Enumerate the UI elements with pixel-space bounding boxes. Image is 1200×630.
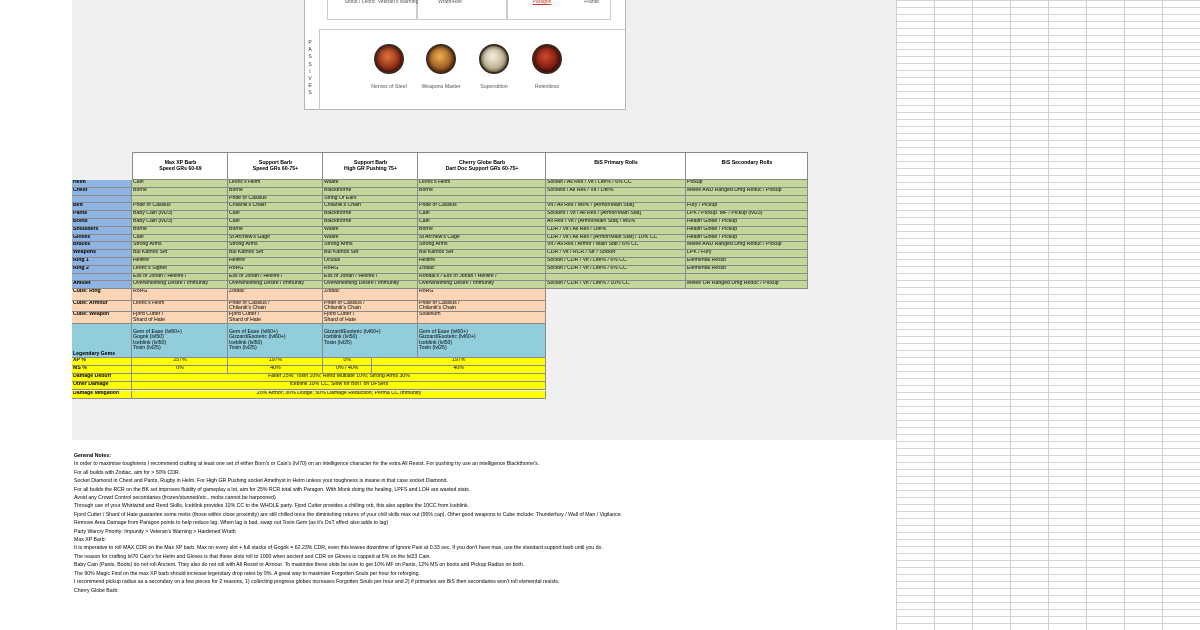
- table-cell: RoRG: [418, 289, 546, 301]
- table-cell: Overwhelming Desire / Immunity: [132, 281, 228, 289]
- table-cell: CDR / Vit / All Res / Life%: [546, 227, 686, 235]
- table-cell: Elemental Resist: [686, 258, 808, 266]
- table-cell: Blackthorne: [323, 219, 418, 227]
- note-line: Avoid any Crowd Control secondaries (frozen/stunned/etc.. mobs cannot be harpooned): [74, 495, 276, 502]
- note-line: For all builds the RCR on the BK set improves fluidity of gameplay a lot, aim for 25% RCR total with Paragon. With Monk doing the healing, LPFS and LOH are wasted stats.: [74, 486, 471, 493]
- table-cell: Fjord Cutter / Shard of Hate: [228, 312, 323, 324]
- row-label: [72, 196, 132, 204]
- relentless-icon: [532, 44, 562, 74]
- merged-cell: Falter 25%; Toxin 10%; Rend Mutilate 10%; Strong Arms 30%: [132, 374, 546, 382]
- table-cell: Zodiac: [418, 266, 546, 274]
- column-header: BiS Secondary Rolls: [686, 152, 808, 180]
- section-heading: Cherry Globe Barb:: [74, 587, 119, 594]
- superstition-icon: [479, 44, 509, 74]
- row-label: Damage Mitigation: [72, 391, 132, 399]
- table-cell: RoRG: [228, 266, 323, 274]
- table-cell: Gizzard/Esoteric (lvl60+) Iceblink (lvl50) Toxin (lvl25): [323, 324, 418, 358]
- table-cell: Melee OR Ranged Dmg Reduc / Pickup: [686, 281, 808, 289]
- table-cell: Borne: [228, 227, 323, 235]
- table-cell: CDR / Vit / All Res / [Armor/Main Stat] / 10% CC: [546, 235, 686, 243]
- table-cell: Waste: [323, 235, 418, 243]
- table-cell: Leoric's Helm: [132, 301, 228, 313]
- row-label: Legendary Gems: [72, 324, 132, 358]
- skills-panel: [304, 0, 626, 110]
- table-cell: Bul Kathos Set: [418, 250, 546, 258]
- table-cell: LPK / Pickup. MF / Pickup (lvl23): [686, 211, 808, 219]
- table-cell: Cain: [132, 180, 228, 188]
- table-cell: Vit / All Res / Armor / Main Stat / 6% CC: [546, 242, 686, 250]
- table-cell: Socket / CDR / Vit / Life% / 6% CC: [546, 258, 686, 266]
- table-cell: Bul Kathos Set: [228, 250, 323, 258]
- table-cell: Oculus: [323, 258, 418, 266]
- table-cell: Strong Arms: [228, 242, 323, 250]
- row-label: Cube: Armour: [72, 301, 132, 313]
- table-cell: Borne: [418, 227, 546, 235]
- row-label: MS %: [72, 366, 132, 374]
- table-cell: Bul Kathos Set: [323, 250, 418, 258]
- column-header: Cherry Globe Barb Dart Doc Support GRs 60-75+: [418, 152, 546, 180]
- table-cell: [418, 196, 546, 204]
- table-cell: 197%: [228, 358, 323, 366]
- merged-cell: 20% Armor; 30% Dodge; 50% Damage Reduction; Perma CC Immunity: [132, 391, 546, 399]
- section-heading: General Notes:: [74, 453, 111, 459]
- table-cell: All Res / Vit / [Armor/Main Stat] / MS%: [546, 219, 686, 227]
- row-label: Ring 2: [72, 266, 132, 274]
- table-cell: 0% / 40%: [323, 366, 372, 374]
- note-line: The reason for crafting lvl70 Cain's for Helm and Gloves is that these slots roll to 1000 when ancient and CDR on Gloves is capped at 5% on the lvl23 Cain.: [74, 553, 431, 560]
- row-label: Ring 1: [72, 258, 132, 266]
- table-cell: Bul Kathos Set: [132, 250, 228, 258]
- table-cell: Cain: [418, 219, 546, 227]
- table-cell: Gem of Ease (lvl60+) Gizzard/Esoteric (lvl60+) Iceblink (lvl50) Toxin (lvl25): [228, 324, 323, 358]
- table-cell: Vit / All Res / Ms% / [Armor/Main Stat]: [546, 203, 686, 211]
- table-cell: Socket / All Res / Vit / Life% / 6% CC: [546, 180, 686, 188]
- note-line: The 90% Magic Find on the max XP barb should increase legendary drop rates by 9%. A great way to maximise Forgotten Souls per hour for reforging.: [74, 570, 420, 577]
- table-cell: Waste: [323, 180, 418, 188]
- table-cell: Hellfire: [228, 258, 323, 266]
- table-cell: Ess of Johan / Hellfire /: [323, 274, 418, 282]
- notes-section: [74, 452, 894, 595]
- note-line: I recommend pickup radius as a secondary on a few pieces for 2 reasons, 1) collecting progress globes increases Forgotten Souls per hour and 2) if primaries are BiS then secondaries won't roll elemental resists.: [74, 579, 560, 586]
- table-cell: Melee AND Ranged Dmg Reduc / Pickup: [686, 188, 808, 196]
- table-cell: Borne: [228, 188, 323, 196]
- table-cell: Fjord Cutter / Shard of Hate: [323, 312, 418, 324]
- row-label: Damage Debuff: [72, 374, 132, 382]
- table-cell: String Of Ears: [323, 196, 418, 204]
- table-cell: Gem of Ease (lvl60+) Gogok (lvl50) Iceblink (lvl50) Toxin (lvl25): [132, 324, 228, 358]
- table-cell: Ess of Johan / Hellfire /: [132, 274, 228, 282]
- empty-grid-area: [896, 0, 1200, 630]
- note-line: Party Warcry Priority: Impunity > Veteran's Warning > Hardened Wrath: [74, 528, 236, 535]
- table-cell: RoRG: [132, 289, 228, 301]
- note-line: For all builds with Zodiac, aim for > 50% CDR.: [74, 469, 181, 476]
- row-label: Chest: [72, 188, 132, 196]
- table-cell: Blackthorne: [323, 211, 418, 219]
- table-cell: Pride of Cassius / Chilanik's Chain: [228, 301, 323, 313]
- skill-label: Veteran's Warning: [377, 0, 419, 5]
- row-label: Weapons: [72, 250, 132, 258]
- row-label: Other Damage: [72, 382, 132, 390]
- table-cell: 257%: [132, 358, 228, 366]
- table-cell: Hellfire: [418, 258, 546, 266]
- table-cell: LPK / Fury: [686, 250, 808, 258]
- table-cell: Strong Arms: [323, 242, 418, 250]
- table-cell: St Archew's Cage: [418, 235, 546, 243]
- row-label: Amulet: [72, 281, 132, 289]
- table-cell: Gem of Ease (lvl60+) Gizzard/Esoteric (lvl60+) Iceblink (lvl50) Toxin (lvl25): [418, 324, 546, 358]
- skill-label: Paragon: [532, 0, 552, 5]
- table-cell: [686, 274, 808, 282]
- row-label: Gloves: [72, 235, 132, 243]
- table-cell: Pride of Cassius / Chilanik's Chain: [323, 301, 418, 313]
- note-line: In order to maximise toughness I recommend crafting at least one set of either Born's or Cain's (lvl70) on an intelligence character for the extra All Resist. For pushing try use an intelligence Blackthorne's.: [74, 461, 540, 468]
- row-label: Boots: [72, 219, 132, 227]
- skill-label: Wrath/Rbe: [438, 0, 462, 5]
- skill-label: Shout / Leoric: [344, 0, 376, 5]
- table-cell: Solanium: [418, 312, 546, 324]
- table-cell: CDR / Vit / RCR / Str / Socket: [546, 250, 686, 258]
- row-label: XP %: [72, 358, 132, 366]
- row-label: Cube: Ring: [72, 289, 132, 301]
- table-cell: Waste: [323, 227, 418, 235]
- table-cell: Cain: [228, 219, 323, 227]
- table-cell: Health Globe / Pickup: [686, 235, 808, 243]
- row-label: Belt: [72, 203, 132, 211]
- column-header: Support Barb Speed GRs 60-75+: [228, 152, 323, 180]
- table-cell: Pride of Cassius / Chilanik's Chain: [418, 301, 546, 313]
- table-cell: Fjord Cutter / Shard of Hate: [132, 312, 228, 324]
- table-cell: Sockets / Vit / All Res / [Armor/Main Stat]: [546, 211, 686, 219]
- row-label: Helm: [72, 180, 132, 188]
- table-cell: Fury / Pickup: [686, 203, 808, 211]
- section-heading: Max XP Barb:: [74, 537, 106, 544]
- note-line: Socket Diamond in Chest and Pants, Rugby in Helm. For High GR Pushing socket Amethyst in Helm unless your toughness is insane in that case socket Diamond.: [74, 478, 448, 485]
- table-cell: Pride of Cassius: [228, 196, 323, 204]
- table-cell: Socket / CDR / Vit / Life% / 6% CC: [546, 266, 686, 274]
- merged-cell: Iceblink 10% CC, Slow for BotT on DFSers: [132, 382, 546, 390]
- row-label: Braces: [72, 242, 132, 250]
- table-cell: Chilanik's Chain: [323, 203, 418, 211]
- row-label: [72, 274, 132, 282]
- table-cell: Strong Arms: [132, 242, 228, 250]
- table-cell: Baby Cain (lvl23): [132, 219, 228, 227]
- table-cell: Leoric's Helm: [228, 180, 323, 188]
- table-cell: Overwhelming Desire / Immunity: [323, 281, 418, 289]
- table-cell: Hellfire: [132, 258, 228, 266]
- note-line: Baby Cain (Pants, Boots) do not roll Ancient. They also do not roll with All Resist or Armour. To maximise these slots be sure to get 10% MF on Pants, 12% MS on boots and Pickup Radius on both.: [74, 562, 525, 569]
- table-cell: [546, 274, 686, 282]
- skill-label: Frantic: [584, 0, 600, 5]
- table-cell: Socket / CDR / Vit / Life% / 10% CC: [546, 281, 686, 289]
- table-cell: [132, 196, 228, 204]
- table-cell: Zodiac: [323, 289, 418, 301]
- table-cell: St Archew's Gage: [228, 235, 323, 243]
- nerves-of-steel-icon: [374, 44, 404, 74]
- left-margin: [0, 0, 72, 630]
- note-line: It is imperative to roll MAX CDR on the Max XP barb. Max on every slot + full stacks of Gogok = 62.23% CDR, even this leaves downtime of Ignore Pain at 0.33 sec. If you don't have max, use the standard support barb until you do.: [74, 545, 603, 552]
- table-cell: 40%: [228, 366, 323, 374]
- note-line: Fjord Cutter / Shard of Hate guarantee some mobs (those within close proximity) are still chilled once the diminishing returns of your chill skills max out (95% cap). Other good weapons to Cube include: Thunderfury / Wall of Man / Vigilance.: [74, 511, 623, 518]
- note-line: Remove Area Damage from Paragon points to help reduce lag. When lag is bad, swap out Toxin Gem (as it's DoT effect also adds to lag): [74, 520, 389, 527]
- table-cell: Cain: [228, 211, 323, 219]
- table-cell: Cain: [132, 235, 228, 243]
- table-cell: Borne: [132, 227, 228, 235]
- table-cell: RoRG: [323, 266, 418, 274]
- passives-vertical-label: P A S S I V E S: [308, 40, 312, 97]
- table-cell: 0%: [132, 366, 228, 374]
- divider: [319, 30, 320, 110]
- table-cell: Blackthorne: [323, 188, 418, 196]
- table-cell: Cain: [418, 211, 546, 219]
- table-cell: Pickup: [686, 180, 808, 188]
- column-header: BiS Primary Rolls: [546, 152, 686, 180]
- table-cell: Borne: [132, 188, 228, 196]
- table-cell: Health Globe / Pickup: [686, 219, 808, 227]
- table-cell: Zodiac: [228, 289, 323, 301]
- table-cell: Sockets / All Res / Vit / Life%: [546, 188, 686, 196]
- table-cell: Elemental Resist: [686, 266, 808, 274]
- table-cell: Strong Arms: [418, 242, 546, 250]
- table-cell: [546, 196, 686, 204]
- passive-relentless: Relentless: [520, 44, 574, 90]
- weapons-master-icon: [426, 44, 456, 74]
- row-label: Pants: [72, 211, 132, 219]
- table-cell: Health Globe / Pickup: [686, 227, 808, 235]
- table-cell: Baby Cain (lvl23): [132, 211, 228, 219]
- table-cell: Rondal's / Ess of Johan / Hellfire /: [418, 274, 546, 282]
- table-cell: 0%: [323, 358, 372, 366]
- table-cell: 197%: [372, 358, 547, 366]
- passive-superstition: Superstition: [467, 44, 521, 90]
- table-cell: Overwhelming Desire / Immunity: [418, 281, 546, 289]
- column-header: Support Barb High GR Pushing 75+: [323, 152, 418, 180]
- row-label: Shoulders: [72, 227, 132, 235]
- table-cell: Leoric's Signet: [132, 266, 228, 274]
- column-header: Max XP Barb Speed GRs 60-69: [132, 152, 228, 180]
- table-cell: Melee AND Ranged Dmg Reduc / Pickup: [686, 242, 808, 250]
- row-label: Cube: Weapon: [72, 312, 132, 324]
- skills-row: [319, 0, 625, 30]
- table-cell: Pride of Cassius: [418, 203, 546, 211]
- table-cell: Ess of Johan / Hellfire /: [228, 274, 323, 282]
- table-cell: Leoric's Helm: [418, 180, 546, 188]
- table-cell: Chilanik's Chain: [228, 203, 323, 211]
- passive-nerves-of-steel: Nerves of Steel: [362, 44, 416, 90]
- passive-weapons-master: Weapons Master: [414, 44, 468, 90]
- table-cell: Overwhelming Desire / Immunity: [228, 281, 323, 289]
- table-cell: 40%: [372, 366, 547, 374]
- table-cell: Pride of Cassius: [132, 203, 228, 211]
- table-cell: [686, 196, 808, 204]
- table-cell: Borne: [418, 188, 546, 196]
- note-line: Through use of your Whirlwind and Rend Skills, Iceblink provides 10% CC to the WHOLE party. Fjord Cutter provides a chilling orb, this also applies the 10CC from Iceblink.: [74, 503, 469, 510]
